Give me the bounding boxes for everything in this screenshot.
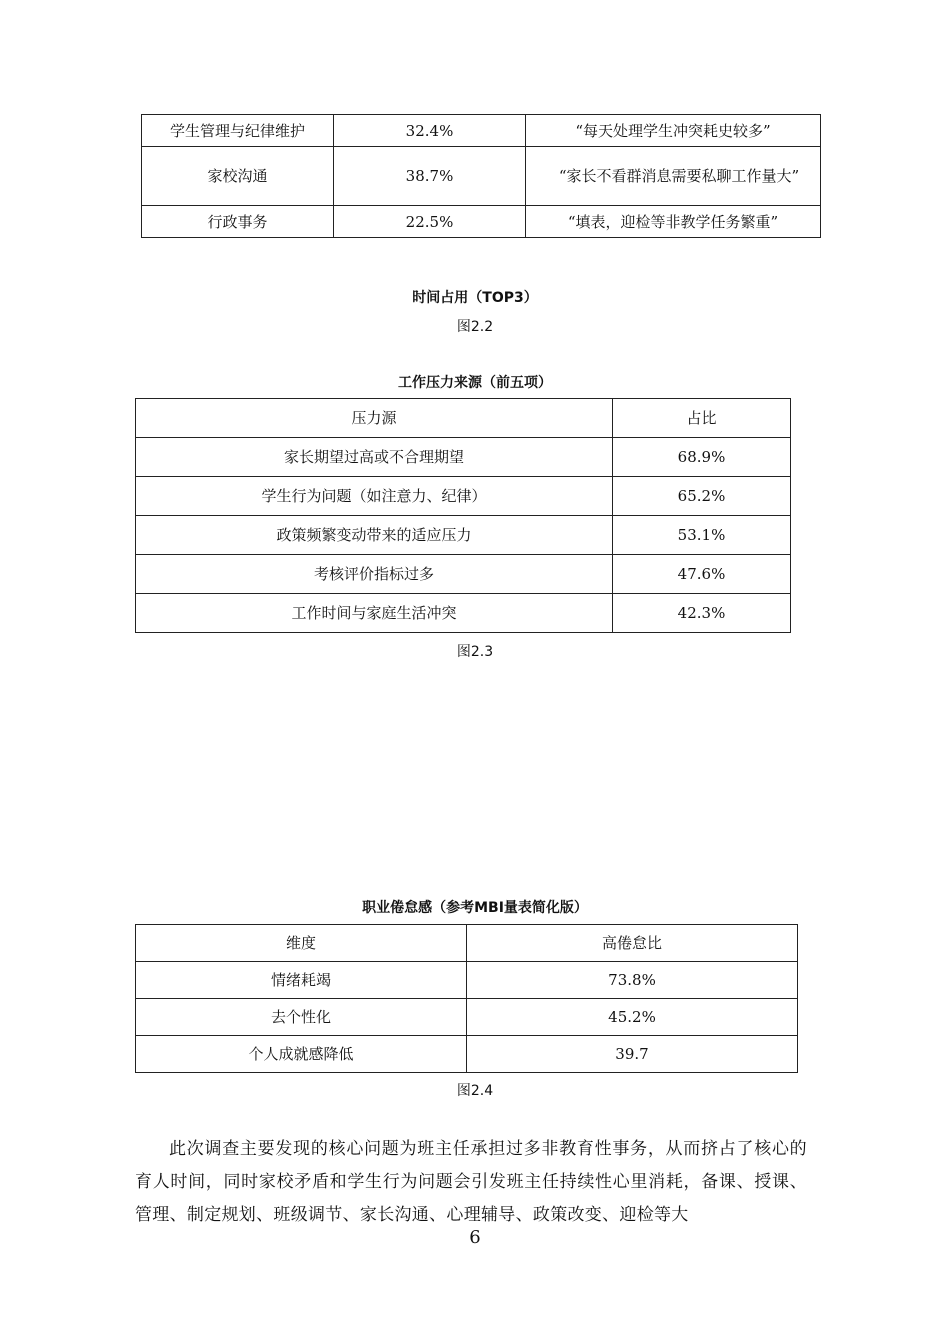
time-usage-table bbox=[141, 114, 821, 238]
table-header-row bbox=[136, 399, 791, 438]
table-cell: 68.9% bbox=[613, 438, 791, 477]
table-row bbox=[136, 999, 798, 1036]
body-paragraph: 此次调查主要发现的核心问题为班主任承担过多非教育性事务，从而挤占了核心的育人时间，同时家校矛盾和学生行为问题会引发班主任持续性心里消耗，备课、授课、管理、制定规划、班级调节、家长沟通、心理辅导、政策改变、迎检等大 bbox=[135, 1139, 807, 1225]
table-cell: 53.1% bbox=[613, 516, 791, 555]
table-cell: “填表，迎检等非教学任务繁重” bbox=[526, 206, 821, 238]
figure-label: 图2.4 bbox=[456, 1083, 494, 1099]
table-cell: 39.7 bbox=[467, 1036, 798, 1073]
table-caption: 时间占用（TOP3） bbox=[412, 290, 538, 306]
table-row bbox=[142, 115, 821, 147]
table-row bbox=[136, 477, 791, 516]
table-row bbox=[136, 438, 791, 477]
table-cell: 政策频繁变动带来的适应压力 bbox=[136, 516, 613, 555]
table-cell: 情绪耗竭 bbox=[136, 962, 467, 999]
table-cell: 个人成就感降低 bbox=[136, 1036, 467, 1073]
column-header: 维度 bbox=[136, 925, 467, 962]
column-header: 高倦怠比 bbox=[467, 925, 798, 962]
table-cell: 65.2% bbox=[613, 477, 791, 516]
table-cell: 工作时间与家庭生活冲突 bbox=[136, 594, 613, 633]
table-cell: 38.7% bbox=[334, 147, 526, 206]
table-cell: 学生管理与纪律维护 bbox=[142, 115, 334, 147]
table-header-row bbox=[136, 925, 798, 962]
table-cell: 家长期望过高或不合理期望 bbox=[136, 438, 613, 477]
table-cell: 47.6% bbox=[613, 555, 791, 594]
table-row bbox=[136, 516, 791, 555]
page-number: 6 bbox=[469, 1227, 481, 1248]
table-cell: 42.3% bbox=[613, 594, 791, 633]
table-cell: 32.4% bbox=[334, 115, 526, 147]
burnout-table bbox=[135, 924, 798, 1073]
table-cell: 去个性化 bbox=[136, 999, 467, 1036]
table-row bbox=[136, 555, 791, 594]
table-cell: 73.8% bbox=[467, 962, 798, 999]
table-cell: 考核评价指标过多 bbox=[136, 555, 613, 594]
table-cell: 家校沟通 bbox=[142, 147, 334, 206]
stress-source-table bbox=[135, 398, 791, 633]
table-cell: 学生行为问题（如注意力、纪律） bbox=[136, 477, 613, 516]
table-cell: 行政事务 bbox=[142, 206, 334, 238]
table-row bbox=[142, 147, 821, 206]
table-row bbox=[136, 962, 798, 999]
table-cell: 22.5% bbox=[334, 206, 526, 238]
table-cell: 45.2% bbox=[467, 999, 798, 1036]
figure-label: 图2.3 bbox=[456, 644, 494, 660]
table-row bbox=[136, 1036, 798, 1073]
table-row bbox=[142, 206, 821, 238]
table-row bbox=[136, 594, 791, 633]
table-title: 工作压力来源（前五项） bbox=[398, 375, 552, 391]
column-header: 压力源 bbox=[136, 399, 613, 438]
table-title: 职业倦怠感（参考MBI量表简化版） bbox=[362, 900, 588, 916]
column-header: 占比 bbox=[613, 399, 791, 438]
table-cell: “家长不看群消息需要私聊工作量大” bbox=[526, 147, 821, 206]
figure-label: 图2.2 bbox=[456, 319, 494, 335]
table-cell: “每天处理学生冲突耗史较多” bbox=[526, 115, 821, 147]
